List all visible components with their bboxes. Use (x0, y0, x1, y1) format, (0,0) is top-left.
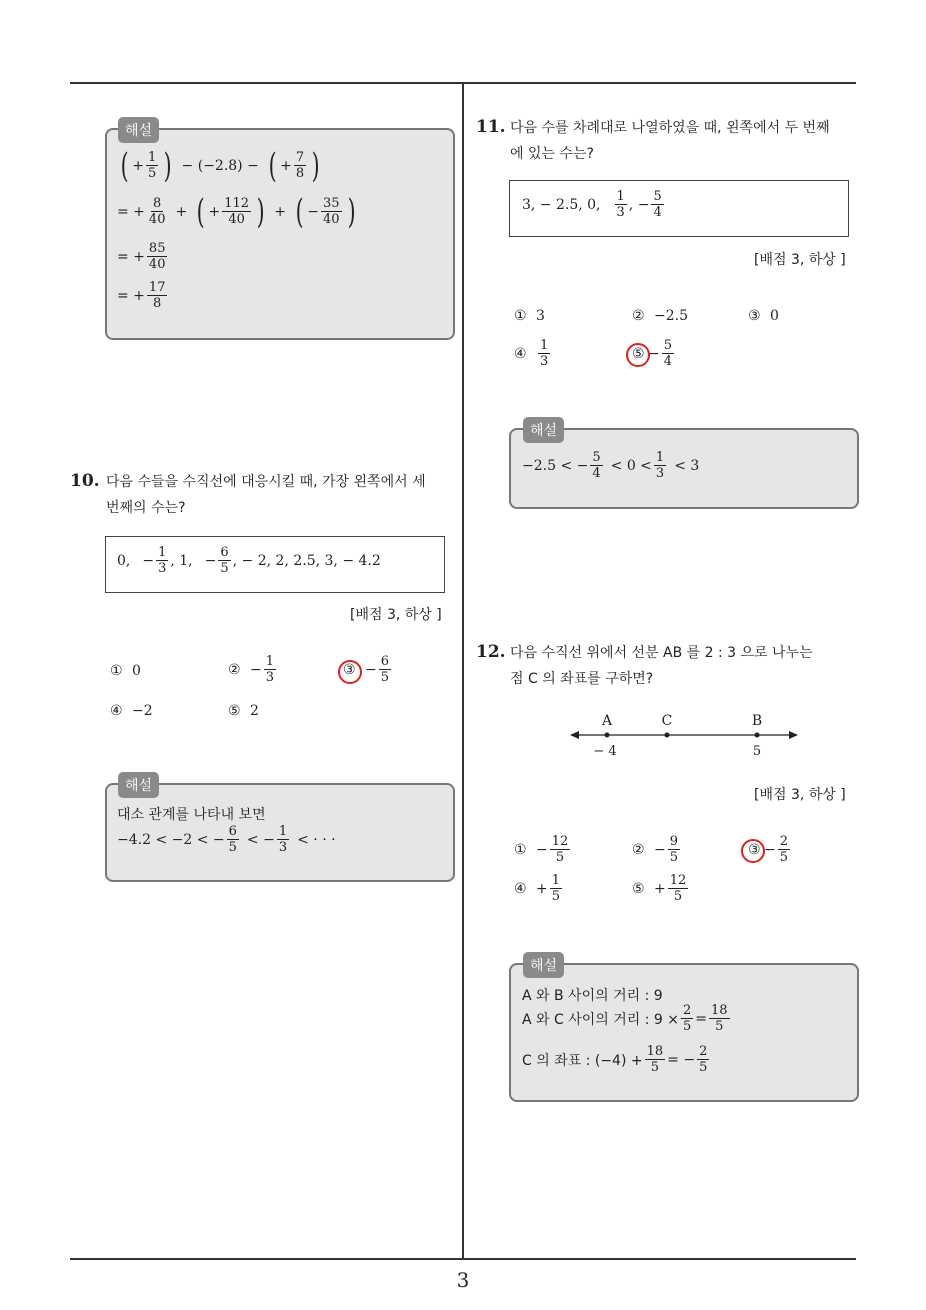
sol9-line1: ( + $\frac{1}{5}$ ) − (−2.8) − ( + $\frac{7}{8}$ ) (120, 145, 320, 186)
q10-option-3[interactable]: ③ − $\frac{6}{5}$ (343, 654, 390, 685)
q11-option-3[interactable]: ③ 0 (748, 308, 779, 324)
q10-text-line1: 다음 수들을 수직선에 대응시킬 때, 가장 왼쪽에서 세 (106, 474, 426, 490)
solution-tag-q9: 해설 (118, 117, 159, 143)
point-a (605, 733, 610, 738)
solution-tag-q10: 해설 (118, 772, 159, 798)
q10-number-list: 0, − $\frac{1}{3}$ , 1, − $\frac{6}{5}$ , − 2, 2, 2.5, 3, − 4.2 (117, 545, 381, 576)
q11-number-list: 3, − 2.5, 0, $\frac{1}{3}$ , − $\frac{5}{4}$ (522, 189, 662, 220)
q10-option-5[interactable]: ⑤ 2 (228, 703, 259, 719)
q10-option-4[interactable]: ④ −2 (110, 703, 153, 719)
q10-option-2[interactable]: ② − $\frac{1}{3}$ (228, 654, 275, 685)
label-a: A (601, 713, 613, 729)
q10-score: [배점 3, 하상 ] (350, 607, 442, 623)
q10-solution-text: 대소 관계를 나타내 보면 (117, 807, 266, 823)
column-divider (462, 83, 464, 1259)
q11-option-2[interactable]: ② −2.5 (632, 308, 688, 324)
point-b (755, 733, 760, 738)
q12-option-2[interactable]: ② − $\frac{9}{5}$ (632, 834, 679, 865)
q12-solution-line2: A 와 C 사이의 거리 : 9 × $\frac{2}{5}$ = $\frac{18}{5}$ (522, 1003, 728, 1034)
q11-solution-math: −2.5 < − $\frac{5}{4}$ < 0 < $\frac{1}{3}$ < 3 (522, 450, 700, 481)
bottom-rule (70, 1258, 856, 1260)
q12-text-line2: 점 C 의 좌표를 구하면? (510, 671, 654, 687)
q11-option-4[interactable]: ④ $\frac{1}{3}$ (514, 338, 549, 369)
label-c: C (661, 713, 673, 729)
sol9-line2: = + $\frac{8}{40}$ + ( + $\frac{112}{40}$ ) + ( − $\frac{35}{40}$ ) (117, 191, 356, 232)
q12-solution-line1: A 와 B 사이의 거리 : 9 (522, 988, 663, 1004)
value-a: − 4 (593, 744, 617, 759)
page-number: 3 (456, 1268, 470, 1292)
q10-option-1[interactable]: ① 0 (110, 663, 141, 679)
q12-text-line1: 다음 수직선 위에서 선분 AB 를 2 : 3 으로 나누는 (510, 645, 813, 661)
q10-number: 10. (70, 471, 100, 491)
sol9-line3: = + $\frac{85}{40}$ (117, 241, 166, 272)
q12-score: [배점 3, 하상 ] (754, 787, 846, 803)
q10-text-line2: 번째의 수는? (106, 500, 186, 516)
label-b: B (751, 713, 763, 729)
q11-text-line2: 에 있는 수는? (510, 146, 594, 162)
q11-option-1[interactable]: ① 3 (514, 308, 545, 324)
q11-number: 11. (476, 117, 506, 137)
q10-answer-mark (338, 660, 362, 684)
q11-answer-mark (626, 343, 650, 367)
q11-option-5[interactable]: ⑤ − $\frac{5}{4}$ (632, 338, 673, 369)
q12-option-4[interactable]: ④ + $\frac{1}{5}$ (514, 873, 561, 904)
q11-text-line1: 다음 수를 차례대로 나열하였을 때, 왼쪽에서 두 번째 (510, 120, 830, 136)
sol9-line4: = + $\frac{17}{8}$ (117, 280, 166, 311)
point-c (665, 733, 670, 738)
q12-option-3[interactable]: ③ − $\frac{2}{5}$ (748, 834, 789, 865)
q12-solution-line3: C 의 좌표 : (−4) + $\frac{18}{5}$ = − $\frac{2}{5}$ (522, 1044, 708, 1075)
q12-option-1[interactable]: ① − $\frac{12}{5}$ (514, 834, 569, 865)
solution-tag-q12: 해설 (523, 952, 564, 978)
q12-number: 12. (476, 642, 506, 662)
value-b: 5 (752, 744, 762, 759)
q11-score: [배점 3, 하상 ] (754, 252, 846, 268)
q12-answer-mark (741, 839, 765, 863)
q10-solution-math: −4.2 < −2 < − $\frac{6}{5}$ < − $\frac{1}{3}$ < · · · (117, 824, 336, 855)
solution-tag-q11: 해설 (523, 417, 564, 443)
q12-number-line (560, 705, 810, 765)
q12-option-5[interactable]: ⑤ + $\frac{12}{5}$ (632, 873, 687, 904)
